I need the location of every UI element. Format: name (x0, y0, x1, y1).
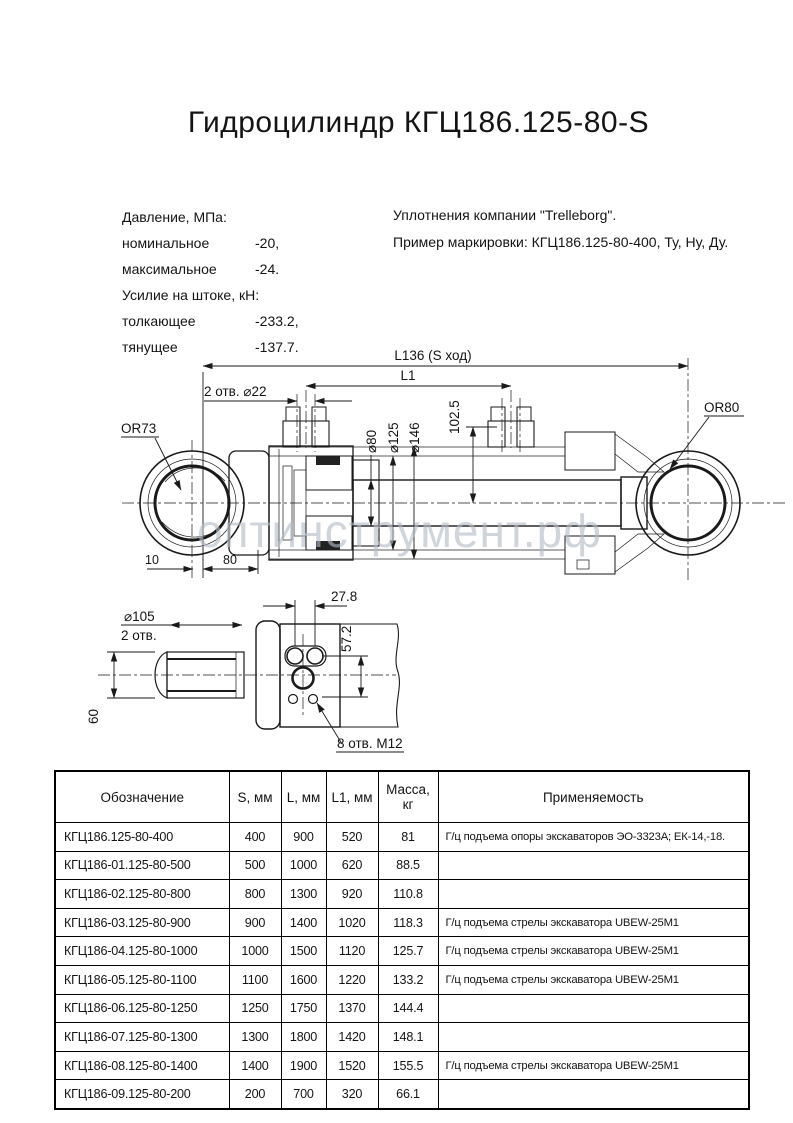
cell-value: 1100 (229, 965, 281, 994)
table-body (55, 823, 749, 1109)
table-row (55, 908, 749, 937)
cell-value: 81 (378, 823, 438, 852)
dim-right-eye: OR80 (704, 400, 740, 415)
col-header-l1: L1, мм (326, 771, 378, 823)
cell-designation: КГЦ186-04.125-80-1000 (55, 937, 229, 966)
cell-value: 1420 (326, 1023, 378, 1052)
dim-overall-length: L136 (S ход) (394, 348, 472, 363)
cell-value: 1600 (281, 965, 326, 994)
cell-value: 1520 (326, 1051, 378, 1080)
cell-value: 1800 (281, 1023, 326, 1052)
dim-rod-diameter: ⌀80 (364, 429, 379, 453)
dim-flange-diameter: ⌀105 (124, 609, 155, 624)
spec-label: номинальное (122, 235, 210, 251)
cell-designation: КГЦ186-08.125-80-1400 (55, 1051, 229, 1080)
dim-port-face-height: 102.5 (447, 400, 462, 434)
spec-block (122, 204, 382, 360)
table-row (55, 1051, 749, 1080)
cell-designation: КГЦ186-05.125-80-1100 (55, 965, 229, 994)
dim-left-eye: OR73 (121, 421, 157, 436)
cell-value: 700 (281, 1080, 326, 1109)
cell-value: 155.5 (378, 1051, 438, 1080)
cell-value: 520 (326, 823, 378, 852)
cell-designation: КГЦ186-03.125-80-900 (55, 908, 229, 937)
cell-value: 144.4 (378, 994, 438, 1023)
dim-hole-span: 27.8 (331, 589, 358, 604)
cell-value: 118.3 (378, 908, 438, 937)
spec-label: тянущее (122, 339, 178, 355)
table-header-row (55, 771, 749, 823)
cell-value: 400 (229, 823, 281, 852)
dim-hole-vspan: 57.2 (339, 625, 354, 652)
cell-value: 88.5 (378, 851, 438, 880)
cell-value: 1900 (281, 1051, 326, 1080)
cell-applicability (438, 994, 749, 1023)
force-heading: Усилие на штоке, кН: (122, 287, 260, 303)
spec-row (122, 308, 382, 334)
cell-value: 1750 (281, 994, 326, 1023)
cell-value: 1370 (326, 994, 378, 1023)
cell-value: 125.7 (378, 937, 438, 966)
table-row (55, 1023, 749, 1052)
cell-designation: КГЦ186-02.125-80-800 (55, 880, 229, 909)
dim-l1: L1 (400, 368, 416, 383)
marking-note: Пример маркировки: КГЦ186.125-80-400, Ту, Ну, Ду. (393, 234, 729, 250)
cell-value: 1020 (326, 908, 378, 937)
cell-value: 1120 (326, 937, 378, 966)
col-header-mass: Масса, кг (378, 771, 438, 823)
pressure-heading: Давление, МПа: (122, 209, 227, 225)
dim-rod-end-diameter: 60 (86, 708, 101, 724)
end-drawing (55, 580, 457, 766)
cell-value: 900 (229, 908, 281, 937)
cell-value: 800 (229, 880, 281, 909)
cell-designation: КГЦ186.125-80-400 (55, 823, 229, 852)
cell-applicability (438, 1023, 749, 1052)
col-header-s: S, мм (229, 771, 281, 823)
cell-value: 1220 (326, 965, 378, 994)
col-header-applicability: Применяемость (438, 771, 749, 823)
applicability-table (54, 770, 750, 1110)
dim-flange-holes: 2 отв. (121, 628, 157, 643)
main-drawing (108, 340, 792, 592)
spec-label: максимальное (122, 261, 217, 277)
cell-value: 1250 (229, 994, 281, 1023)
cell-value: 320 (326, 1080, 378, 1109)
table-row (55, 1080, 749, 1109)
spec-row (122, 230, 382, 256)
cell-value: 620 (326, 851, 378, 880)
cell-applicability: Г/ц подъема стрелы экскаватора UBEW-25М1 (438, 1051, 749, 1080)
spec-row (122, 256, 382, 282)
cell-applicability (438, 1080, 749, 1109)
cell-value: 500 (229, 851, 281, 880)
cell-value: 1300 (281, 880, 326, 909)
table-row (55, 937, 749, 966)
cell-value: 1400 (229, 1051, 281, 1080)
cell-value: 133.2 (378, 965, 438, 994)
cell-applicability: Г/ц подъема стрелы экскаватора UBEW-25М1 (438, 965, 749, 994)
spec-value: -20, (255, 235, 280, 251)
cell-value: 920 (326, 880, 378, 909)
table-row (55, 994, 749, 1023)
watermark: оптинструмент.рф (197, 505, 603, 557)
cell-value: 900 (281, 823, 326, 852)
spec-value: -137.7. (255, 339, 299, 355)
cell-value: 66.1 (378, 1080, 438, 1109)
seals-note: Уплотнения компании "Trelleborg". (393, 207, 617, 223)
dim-offset-80: 80 (223, 553, 237, 567)
cell-value: 148.1 (378, 1023, 438, 1052)
table-row (55, 880, 749, 909)
cell-value: 1500 (281, 937, 326, 966)
cell-value: 1400 (281, 908, 326, 937)
spec-value: -24. (255, 261, 280, 277)
dim-mount-holes: 8 отв. М12 (337, 736, 403, 751)
dim-port-holes: 2 отв. ⌀22 (204, 384, 267, 399)
cell-value: 1000 (229, 937, 281, 966)
page-title: Гидроцилиндр КГЦ186.125-80-S (187, 106, 650, 139)
spec-label: толкающее (122, 313, 196, 329)
cell-applicability: Г/ц подъема стрелы экскаватора UBEW-25М1 (438, 937, 749, 966)
spec-value: -233.2, (255, 313, 299, 329)
table-row (55, 823, 749, 852)
cell-designation: КГЦ186-06.125-80-1250 (55, 994, 229, 1023)
col-header-l: L, мм (281, 771, 326, 823)
col-header-designation: Обозначение (55, 771, 229, 823)
dim-bore-diameter: ⌀125 (386, 422, 401, 453)
cell-designation: КГЦ186-07.125-80-1300 (55, 1023, 229, 1052)
cell-value: 200 (229, 1080, 281, 1109)
cell-applicability (438, 880, 749, 909)
cell-value: 1000 (281, 851, 326, 880)
dim-barrel-diameter: ⌀146 (407, 422, 422, 453)
cell-value: 1300 (229, 1023, 281, 1052)
cell-value: 110.8 (378, 880, 438, 909)
table-row (55, 965, 749, 994)
cell-designation: КГЦ186-09.125-80-200 (55, 1080, 229, 1109)
cell-applicability: Г/ц подъема опоры экскаваторов ЭО-3323А; ЕК-14,-18. (438, 823, 749, 852)
cell-applicability: Г/ц подъема стрелы экскаватора UBEW-25М1 (438, 908, 749, 937)
dim-offset-10: 10 (145, 553, 159, 567)
table-row (55, 851, 749, 880)
cell-designation: КГЦ186-01.125-80-500 (55, 851, 229, 880)
notes-block (393, 202, 763, 256)
cell-applicability (438, 851, 749, 880)
